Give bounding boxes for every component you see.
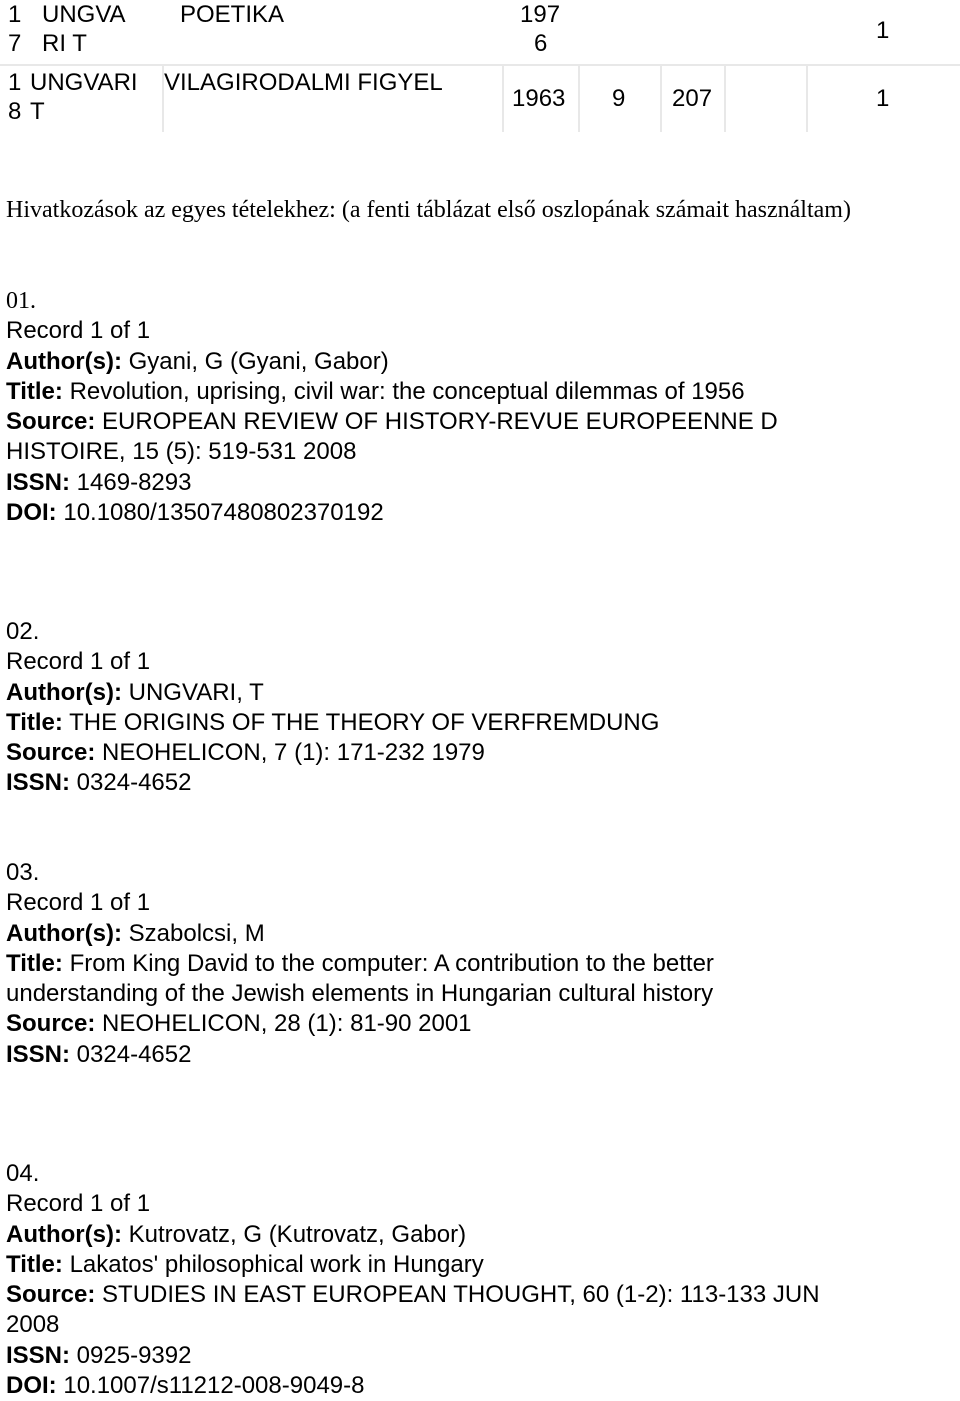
source-line: Source: STUDIES IN EAST EUROPEAN THOUGHT, 60 (1-2): 113-133 JUN [6, 1281, 820, 1309]
author-line: Author(s): Gyani, G (Gyani, Gabor) [6, 347, 389, 375]
source-line-cont: HISTOIRE, 15 (5): 519-531 2008 [6, 438, 357, 466]
row-title: VILAGIRODALMI FIGYEL [164, 69, 443, 96]
row-number: 1 7 [8, 1, 22, 57]
reference-number: 01. [6, 288, 36, 314]
issn-line: ISSN: 0324-4652 [6, 769, 192, 797]
source-line-cont: 2008 [6, 1311, 60, 1339]
title-line: Title: From King David to the computer: A contribution to the better [6, 949, 714, 977]
issn-line: ISSN: 1469-8293 [6, 468, 192, 496]
source-line: Source: NEOHELICON, 7 (1): 171-232 1979 [6, 739, 485, 767]
author-line: Author(s): Szabolcsi, M [6, 919, 265, 947]
reference-entry [6, 617, 946, 799]
reference-entry [6, 858, 946, 1070]
table-divider [502, 66, 504, 132]
author-line: Author(s): UNGVARI, T [6, 678, 264, 706]
source-line: Source: NEOHELICON, 28 (1): 81-90 2001 [6, 1010, 472, 1038]
title-line: Title: Revolution, uprising, civil war: the conceptual dilemmas of 1956 [6, 377, 745, 405]
row-year: 1963 [512, 85, 566, 112]
title-line: Title: Lakatos' philosophical work in Hungary [6, 1250, 484, 1278]
record-line: Record 1 of 1 [6, 648, 151, 676]
doi-line: DOI: 10.1080/13507480802370192 [6, 499, 384, 527]
table-divider [0, 64, 960, 66]
row-count: 1 [876, 17, 890, 44]
doi-line: DOI: 10.1007/s11212-008-9049-8 [6, 1372, 365, 1400]
reference-number: 04. [6, 1160, 40, 1187]
row-volume: 9 [612, 85, 626, 112]
issn-line: ISSN: 0925-9392 [6, 1341, 192, 1369]
reference-number: 03. [6, 859, 40, 886]
row-author: UNGVARI T [30, 69, 138, 125]
record-line: Record 1 of 1 [6, 1190, 151, 1218]
record-line: Record 1 of 1 [6, 317, 151, 345]
row-number: 1 8 [8, 69, 22, 125]
title-line-cont: understanding of the Jewish elements in Hungarian cultural history [6, 980, 714, 1008]
record-line: Record 1 of 1 [6, 889, 151, 917]
row-count: 1 [876, 85, 890, 112]
row-year: 197 6 [520, 1, 561, 57]
issn-line: ISSN: 0324-4652 [6, 1040, 192, 1068]
row-title: POETIKA [180, 1, 285, 28]
table-divider [660, 66, 662, 132]
author-line: Author(s): Kutrovatz, G (Kutrovatz, Gabor) [6, 1220, 467, 1248]
row-page: 207 [672, 85, 713, 112]
reference-entry [6, 1159, 946, 1401]
title-line: Title: THE ORIGINS OF THE THEORY OF VERFREMDUNG [6, 708, 660, 736]
references-note: Hivatkozások az egyes tételekhez: (a fenti táblázat első oszlopának számait használtam) [6, 197, 851, 223]
reference-number: 02. [6, 618, 40, 645]
source-line: Source: EUROPEAN REVIEW OF HISTORY-REVUE EUROPEENNE D [6, 408, 778, 436]
reference-entry [6, 286, 946, 528]
table-divider [578, 66, 580, 132]
table-divider [806, 66, 808, 132]
table-divider [724, 66, 726, 132]
row-author: UNGVA RI T [42, 1, 126, 57]
